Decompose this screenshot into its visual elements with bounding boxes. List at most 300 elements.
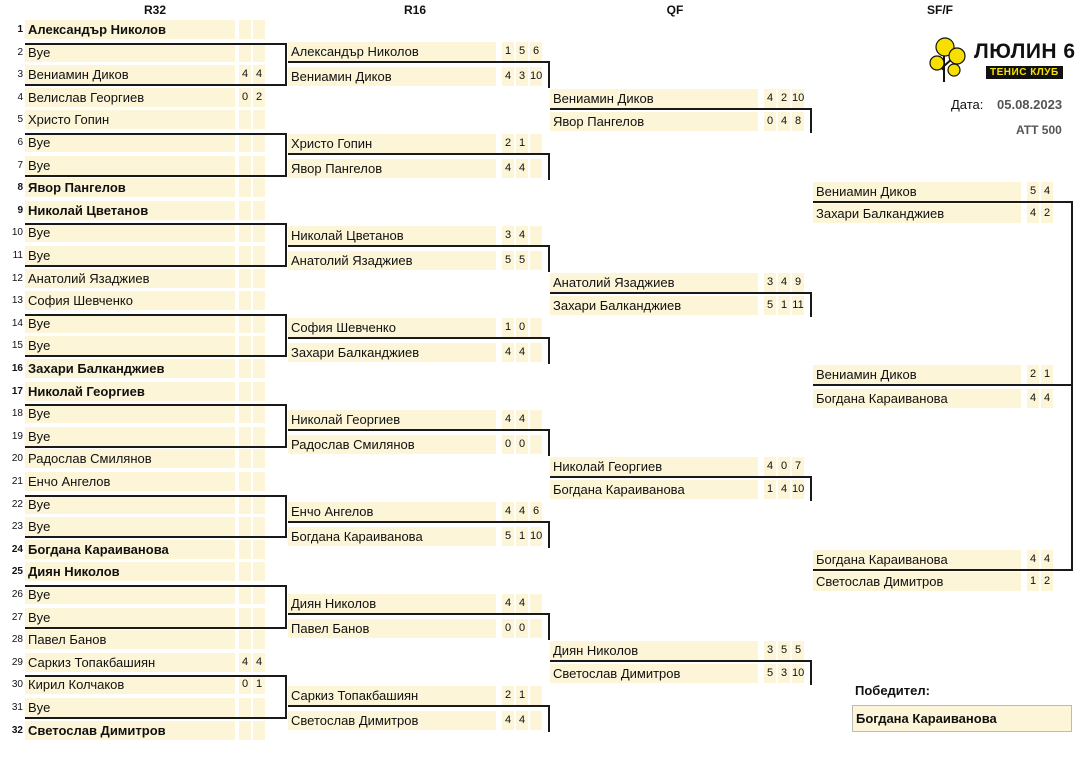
score-cell: [239, 156, 251, 175]
bracket-line: [25, 536, 287, 538]
score-cell: 4: [764, 457, 776, 476]
player-name: София Шевченко: [25, 291, 235, 310]
bracket-line: [25, 314, 287, 316]
score-cell: 2: [502, 686, 514, 705]
seed-number: 23: [11, 521, 23, 533]
score-cell: [253, 721, 265, 740]
bracket-line: [25, 627, 287, 629]
player-name: Bye: [25, 156, 235, 175]
score-cell: 4: [502, 594, 514, 613]
score-cell: [530, 435, 542, 454]
player-name: Светослав Димитров: [25, 721, 235, 740]
seed-number: 10: [11, 227, 23, 239]
score-cell: 3: [778, 664, 790, 683]
player-name: София Шевченко: [288, 318, 496, 337]
player-name: Николай Георгиев: [288, 410, 496, 429]
score-cell: [253, 382, 265, 401]
player-name: Кирил Колчаков: [25, 675, 235, 694]
round-header-r16: R16: [403, 3, 426, 17]
round-header-r32: R32: [143, 3, 166, 17]
score-cell: 3: [764, 641, 776, 660]
score-cell: [253, 698, 265, 717]
bracket-line: [285, 43, 287, 87]
player-name: Христо Гопин: [25, 110, 235, 129]
score-cell: 1: [516, 527, 528, 546]
score-cell: [239, 630, 251, 649]
score-cell: 1: [764, 480, 776, 499]
seed-number: 27: [11, 611, 23, 623]
score-cell: [253, 585, 265, 604]
score-cell: 0: [502, 435, 514, 454]
player-name: Александър Николов: [288, 42, 496, 61]
seed-number: 19: [11, 430, 23, 442]
score-cell: [253, 156, 265, 175]
seed-number: 11: [12, 250, 23, 261]
score-cell: [530, 594, 542, 613]
player-name: Богдана Караиванова: [288, 527, 496, 546]
seed-number: 31: [11, 702, 23, 713]
score-cell: 5: [778, 641, 790, 660]
score-cell: [530, 159, 542, 178]
score-cell: [530, 686, 542, 705]
score-cell: 4: [502, 159, 514, 178]
player-name: Вениамин Диков: [25, 65, 235, 84]
bracket-line: [548, 61, 550, 88]
tournament-category: ATT 500: [1016, 123, 1062, 137]
seed-number: 29: [11, 656, 23, 668]
player-name: Bye: [25, 585, 235, 604]
logo-subtitle: ТЕНИС КЛУБ: [986, 66, 1063, 79]
score-cell: 4: [1027, 204, 1039, 223]
score-cell: 0: [778, 457, 790, 476]
score-cell: 4: [778, 112, 790, 131]
player-name: Николай Георгиев: [550, 457, 758, 476]
bracket-line: [25, 585, 287, 587]
player-name: Bye: [25, 495, 235, 514]
player-name: Диян Николов: [25, 562, 235, 581]
bracket-line: [548, 337, 550, 364]
bracket-line: [550, 108, 812, 110]
score-cell: 0: [764, 112, 776, 131]
score-cell: 4: [502, 410, 514, 429]
player-name: Вениамин Диков: [288, 67, 496, 86]
score-cell: 6: [530, 42, 542, 61]
seed-number: 1: [17, 24, 23, 35]
score-cell: 5: [502, 251, 514, 270]
score-cell: [530, 343, 542, 362]
bracket-line: [550, 476, 812, 478]
score-cell: [239, 223, 251, 242]
score-cell: 4: [516, 502, 528, 521]
score-cell: [239, 291, 251, 310]
score-cell: [239, 201, 251, 220]
bracket-line: [550, 292, 812, 294]
score-cell: 4: [516, 711, 528, 730]
player-name: Радослав Смилянов: [25, 449, 235, 468]
player-name: Явор Пангелов: [288, 159, 496, 178]
player-name: Анатолий Язаджиев: [25, 269, 235, 288]
score-cell: 2: [778, 89, 790, 108]
score-cell: 4: [502, 502, 514, 521]
score-cell: 2: [1041, 204, 1053, 223]
score-cell: 4: [516, 159, 528, 178]
score-cell: [239, 336, 251, 355]
score-cell: 0: [239, 88, 251, 107]
score-cell: [530, 410, 542, 429]
score-cell: [253, 314, 265, 333]
score-cell: 4: [516, 410, 528, 429]
score-cell: [239, 608, 251, 627]
score-cell: 4: [502, 711, 514, 730]
bracket-line: [548, 153, 550, 180]
score-cell: [239, 269, 251, 288]
score-cell: [239, 449, 251, 468]
score-cell: [239, 246, 251, 265]
score-cell: [530, 251, 542, 270]
score-cell: [253, 472, 265, 491]
logo-title: ЛЮЛИН 6: [974, 40, 1076, 63]
seed-number: 25: [11, 566, 23, 578]
score-cell: [253, 20, 265, 39]
score-cell: 2: [253, 88, 265, 107]
score-cell: 2: [502, 134, 514, 153]
player-name: Вениамин Диков: [813, 365, 1021, 384]
bracket-line: [25, 43, 287, 45]
bracket-line: [25, 404, 287, 406]
player-name: Николай Георгиев: [25, 382, 235, 401]
bracket-line: [25, 133, 287, 135]
score-cell: 4: [1041, 389, 1053, 408]
score-cell: 0: [516, 318, 528, 337]
score-cell: 4: [253, 65, 265, 84]
score-cell: 3: [764, 273, 776, 292]
score-cell: 4: [1027, 389, 1039, 408]
score-cell: [253, 201, 265, 220]
score-cell: [239, 133, 251, 152]
player-name: Bye: [25, 517, 235, 536]
score-cell: 10: [530, 67, 542, 86]
player-name: Захари Балканджиев: [550, 296, 758, 315]
bracket-line: [285, 495, 287, 539]
score-cell: 4: [253, 653, 265, 672]
score-cell: [253, 562, 265, 581]
score-cell: 2: [1027, 365, 1039, 384]
bracket-line: [285, 314, 287, 358]
bracket-line: [25, 84, 287, 86]
score-cell: 0: [516, 619, 528, 638]
player-name: Светослав Димитров: [550, 664, 758, 683]
score-cell: 10: [792, 89, 804, 108]
score-cell: [530, 619, 542, 638]
player-name: Саркиз Топакбашиян: [288, 686, 496, 705]
score-cell: 4: [502, 67, 514, 86]
score-cell: [253, 630, 265, 649]
score-cell: [253, 291, 265, 310]
seed-number: 2: [17, 46, 23, 58]
player-name: Bye: [25, 246, 235, 265]
bracket-line: [810, 108, 812, 133]
bracket-line: [288, 245, 550, 247]
player-name: Диян Николов: [550, 641, 758, 660]
score-cell: 5: [792, 641, 804, 660]
bracket-line: [25, 265, 287, 267]
score-cell: [530, 226, 542, 245]
score-cell: 5: [516, 251, 528, 270]
seed-number: 21: [11, 476, 23, 487]
score-cell: 4: [502, 343, 514, 362]
player-name: Велислав Георгиев: [25, 88, 235, 107]
seed-number: 17: [11, 385, 23, 397]
score-cell: 5: [764, 296, 776, 315]
score-cell: 1: [502, 318, 514, 337]
seed-number: 13: [11, 295, 23, 307]
player-name: Диян Николов: [288, 594, 496, 613]
bracket-line: [285, 675, 287, 719]
bracket-line: [550, 660, 812, 662]
score-cell: [239, 178, 251, 197]
score-cell: 11: [792, 296, 804, 315]
score-cell: 3: [516, 67, 528, 86]
bracket-line: [25, 675, 287, 677]
score-cell: 4: [778, 480, 790, 499]
seed-number: 14: [11, 317, 23, 329]
date-label: Дата:: [951, 97, 984, 112]
seed-number: 5: [17, 114, 23, 126]
player-name: Захари Балканджиев: [288, 343, 496, 362]
score-cell: [239, 110, 251, 129]
score-cell: [239, 540, 251, 559]
bracket-line: [25, 223, 287, 225]
score-cell: 1: [516, 686, 528, 705]
bracket-line: [288, 429, 550, 431]
score-cell: [253, 269, 265, 288]
score-cell: 0: [516, 435, 528, 454]
score-cell: [253, 449, 265, 468]
score-cell: [239, 404, 251, 423]
score-cell: [239, 382, 251, 401]
seed-number: 7: [17, 159, 23, 171]
score-cell: 10: [792, 664, 804, 683]
bracket-line: [25, 495, 287, 497]
bracket-line: [548, 429, 550, 456]
score-cell: 4: [764, 89, 776, 108]
score-cell: [253, 404, 265, 423]
player-name: Захари Балканджиев: [25, 359, 235, 378]
player-name: Bye: [25, 314, 235, 333]
player-name: Саркиз Топакбашиян: [25, 653, 235, 672]
score-cell: 6: [530, 502, 542, 521]
bracket-line: [288, 705, 550, 707]
bracket-line: [813, 201, 1073, 203]
player-name: Захари Балканджиев: [813, 204, 1021, 223]
player-name: Богдана Караиванова: [25, 540, 235, 559]
score-cell: [239, 20, 251, 39]
seed-number: 9: [17, 204, 23, 216]
score-cell: 4: [1027, 550, 1039, 569]
score-cell: [253, 246, 265, 265]
bracket-line: [548, 245, 550, 272]
player-name: Bye: [25, 133, 235, 152]
seed-number: 3: [17, 69, 23, 81]
seed-number: 22: [11, 498, 23, 510]
player-name: Явор Пангелов: [25, 178, 235, 197]
player-name: Богдана Караиванова: [813, 550, 1021, 569]
bracket-line: [288, 153, 550, 155]
player-name: Вениамин Диков: [813, 182, 1021, 201]
score-cell: 10: [792, 480, 804, 499]
bracket-line: [810, 476, 812, 501]
score-cell: 5: [764, 664, 776, 683]
score-cell: 5: [502, 527, 514, 546]
player-name: Павел Банов: [288, 619, 496, 638]
seed-number: 15: [11, 340, 23, 352]
score-cell: 1: [516, 134, 528, 153]
seed-number: 12: [11, 272, 23, 284]
bracket-line: [25, 717, 287, 719]
bracket-line: [288, 337, 550, 339]
seed-number: 16: [11, 363, 23, 374]
date-value: 05.08.2023: [997, 97, 1063, 112]
score-cell: 7: [792, 457, 804, 476]
bracket-line: [25, 175, 287, 177]
bracket-line: [548, 705, 550, 732]
score-cell: [530, 711, 542, 730]
player-name: Павел Банов: [25, 630, 235, 649]
score-cell: [239, 314, 251, 333]
score-cell: [239, 472, 251, 491]
seed-number: 6: [17, 137, 23, 148]
bracket-line: [25, 355, 287, 357]
player-name: Николай Цветанов: [25, 201, 235, 220]
score-cell: [253, 540, 265, 559]
score-cell: [253, 359, 265, 378]
seed-number: 30: [11, 679, 23, 691]
score-cell: 4: [239, 653, 251, 672]
bracket-line: [285, 585, 287, 629]
bracket-line: [25, 446, 287, 448]
seed-number: 24: [11, 543, 23, 555]
score-cell: [253, 43, 265, 62]
bracket-line: [813, 569, 1073, 571]
score-cell: 5: [1027, 182, 1039, 201]
bracket-line: [548, 521, 550, 548]
winner-label: Победител:: [855, 683, 930, 698]
player-name: Bye: [25, 427, 235, 446]
seed-number: 18: [11, 408, 23, 420]
score-cell: 4: [239, 65, 251, 84]
score-cell: [253, 495, 265, 514]
player-name: Енчо Ангелов: [288, 502, 496, 521]
player-name: Анатолий Язаджиев: [550, 273, 758, 292]
seed-number: 32: [11, 724, 23, 736]
player-name: Александър Николов: [25, 20, 235, 39]
score-cell: 0: [502, 619, 514, 638]
bracket-line: [288, 521, 550, 523]
score-cell: [253, 517, 265, 536]
score-cell: 4: [516, 594, 528, 613]
bracket-line: [285, 133, 287, 177]
seed-number: 26: [11, 589, 23, 600]
score-cell: [239, 698, 251, 717]
score-cell: [239, 495, 251, 514]
score-cell: 9: [792, 273, 804, 292]
player-name: Вениамин Диков: [550, 89, 758, 108]
score-cell: 4: [1041, 182, 1053, 201]
bracket-line: [288, 613, 550, 615]
player-name: Христо Гопин: [288, 134, 496, 153]
score-cell: 10: [530, 527, 542, 546]
bracket-line: [285, 404, 287, 448]
player-name: Богдана Караиванова: [813, 389, 1021, 408]
score-cell: 3: [502, 226, 514, 245]
player-name: Явор Пангелов: [550, 112, 758, 131]
score-cell: 0: [239, 675, 251, 694]
score-cell: [253, 110, 265, 129]
player-name: Bye: [25, 336, 235, 355]
player-name: Bye: [25, 608, 235, 627]
score-cell: 8: [792, 112, 804, 131]
player-name: Богдана Караиванова: [550, 480, 758, 499]
seed-number: 8: [17, 182, 23, 194]
score-cell: [239, 427, 251, 446]
player-name: Bye: [25, 43, 235, 62]
player-name: Радослав Смилянов: [288, 435, 496, 454]
score-cell: 1: [1041, 365, 1053, 384]
score-cell: [530, 318, 542, 337]
score-cell: 1: [253, 675, 265, 694]
score-cell: 2: [1041, 572, 1053, 591]
round-header-qf: QF: [666, 3, 684, 17]
seed-number: 4: [17, 91, 23, 103]
score-cell: [239, 562, 251, 581]
bracket-line: [810, 292, 812, 317]
player-name: Светослав Димитров: [813, 572, 1021, 591]
score-cell: 4: [516, 343, 528, 362]
bracket-line: [288, 61, 550, 63]
round-header-sf-f: SF/F: [927, 3, 953, 17]
player-name: Николай Цветанов: [288, 226, 496, 245]
score-cell: 1: [778, 296, 790, 315]
score-cell: [239, 359, 251, 378]
score-cell: [253, 608, 265, 627]
score-cell: 4: [516, 226, 528, 245]
score-cell: [253, 223, 265, 242]
bracket-line: [548, 613, 550, 640]
score-cell: [253, 336, 265, 355]
score-cell: 5: [516, 42, 528, 61]
winner-name: Богдана Караиванова: [852, 705, 1072, 732]
player-name: Bye: [25, 404, 235, 423]
bracket-line: [813, 384, 1073, 386]
score-cell: [239, 517, 251, 536]
bracket-line: [810, 660, 812, 685]
score-cell: [239, 721, 251, 740]
score-cell: [239, 585, 251, 604]
player-name: Енчо Ангелов: [25, 472, 235, 491]
score-cell: [253, 133, 265, 152]
player-name: Bye: [25, 698, 235, 717]
player-name: Светослав Димитров: [288, 711, 496, 730]
seed-number: 20: [11, 453, 23, 465]
score-cell: 4: [778, 273, 790, 292]
score-cell: 1: [502, 42, 514, 61]
player-name: Bye: [25, 223, 235, 242]
score-cell: 1: [1027, 572, 1039, 591]
seed-number: 28: [11, 634, 23, 646]
tennis-ball-tree-icon: [928, 36, 972, 84]
score-cell: [239, 43, 251, 62]
bracket-line: [285, 223, 287, 267]
